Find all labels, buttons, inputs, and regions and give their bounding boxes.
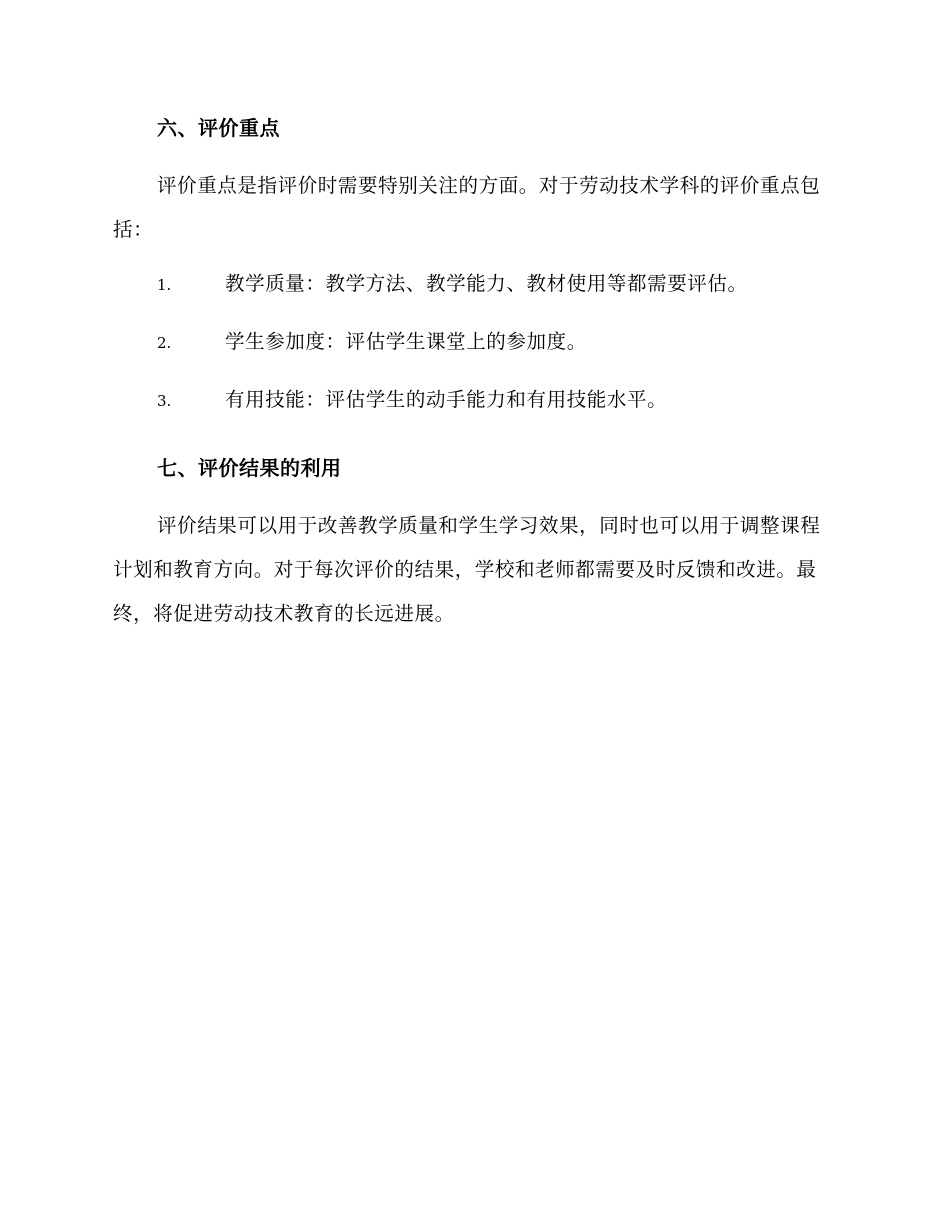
list-number: 1. [157,276,172,294]
list-number: 3. [157,392,172,410]
section-evaluation-focus [113,112,830,438]
list-text: 教学质量：教学方法、教学能力、教材使用等都需要评估。 [225,272,748,295]
section-heading: 六、评价重点 [157,116,280,140]
list-item [113,380,830,438]
section-heading: 七、评价结果的利用 [157,456,342,480]
section-paragraph: 评价结果可以用于改善教学质量和学生学习效果，同时也可以用于调整课程计划和教育方向。对于每次评价的结果，学校和老师都需要及时反馈和改进。最终，将促进劳动技术教育的长远进展。 [113,514,821,625]
list-text: 有用技能：评估学生的动手能力和有用技能水平。 [225,388,668,411]
list-item [113,322,830,380]
list-text: 学生参加度：评估学生课堂上的参加度。 [225,330,587,353]
list-number: 2. [157,334,172,352]
section-result-usage [113,452,830,636]
numbered-list [113,264,830,438]
document-content [113,112,830,636]
list-item [113,264,830,322]
section-paragraph: 评价重点是指评价时需要特别关注的方面。对于劳动技术学科的评价重点包括： [113,174,821,241]
